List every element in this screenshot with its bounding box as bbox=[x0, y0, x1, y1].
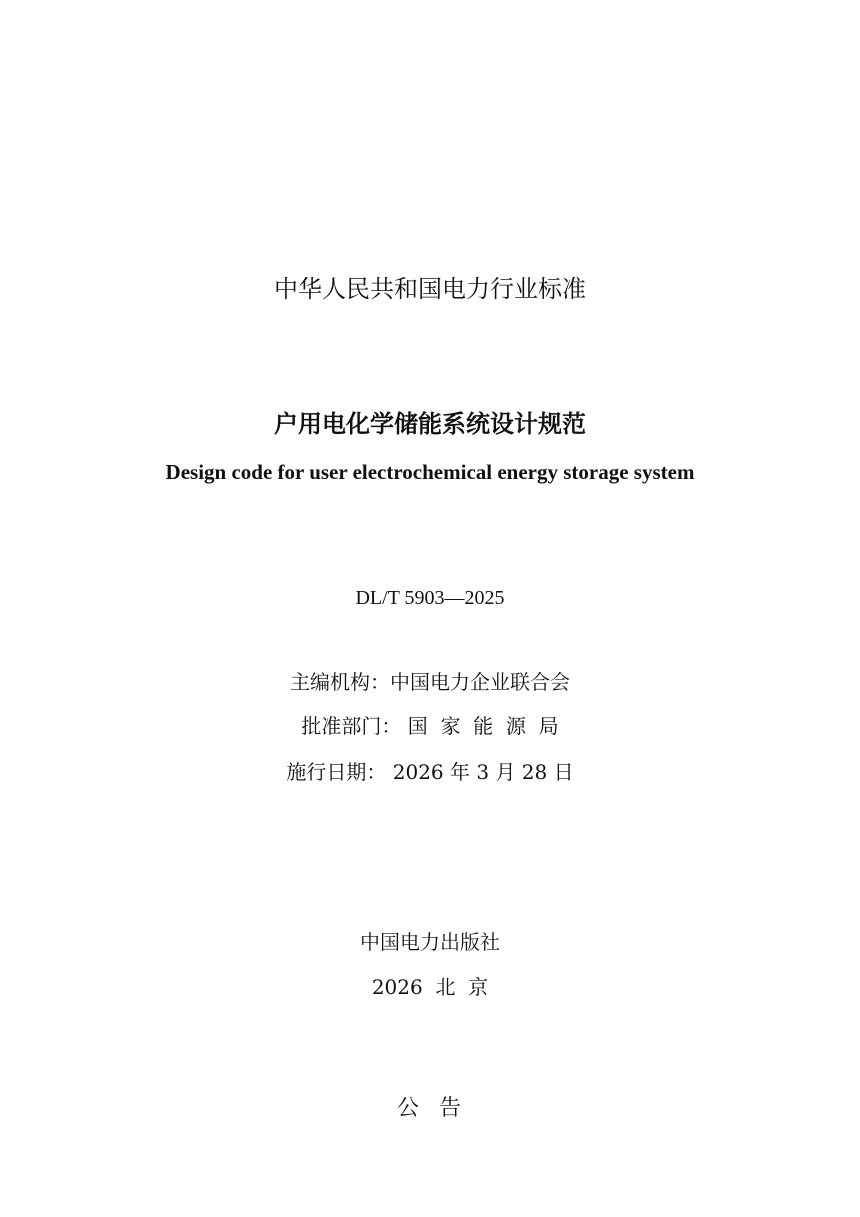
publisher-name: 中国电力出版社 bbox=[360, 930, 500, 954]
document-title-chinese: 户用电化学储能系统设计规范 bbox=[274, 410, 586, 438]
publication-year-place: 2026 北 京 bbox=[371, 975, 489, 999]
standard-category: 中华人民共和国电力行业标准 bbox=[274, 275, 586, 303]
document-title-english: Design code for user electrochemical energy storage system bbox=[165, 460, 695, 484]
announcement-heading: 公 告 bbox=[397, 1096, 463, 1121]
editing-organization: 主编机构：中国电力企业联合会 bbox=[290, 670, 570, 694]
standard-code: DL/T 5903—2025 bbox=[355, 587, 505, 609]
effective-date: 施行日期： 2026 年 3 月 28 日 bbox=[286, 760, 574, 784]
approving-department: 批准部门： 国 家 能 源 局 bbox=[301, 714, 559, 738]
